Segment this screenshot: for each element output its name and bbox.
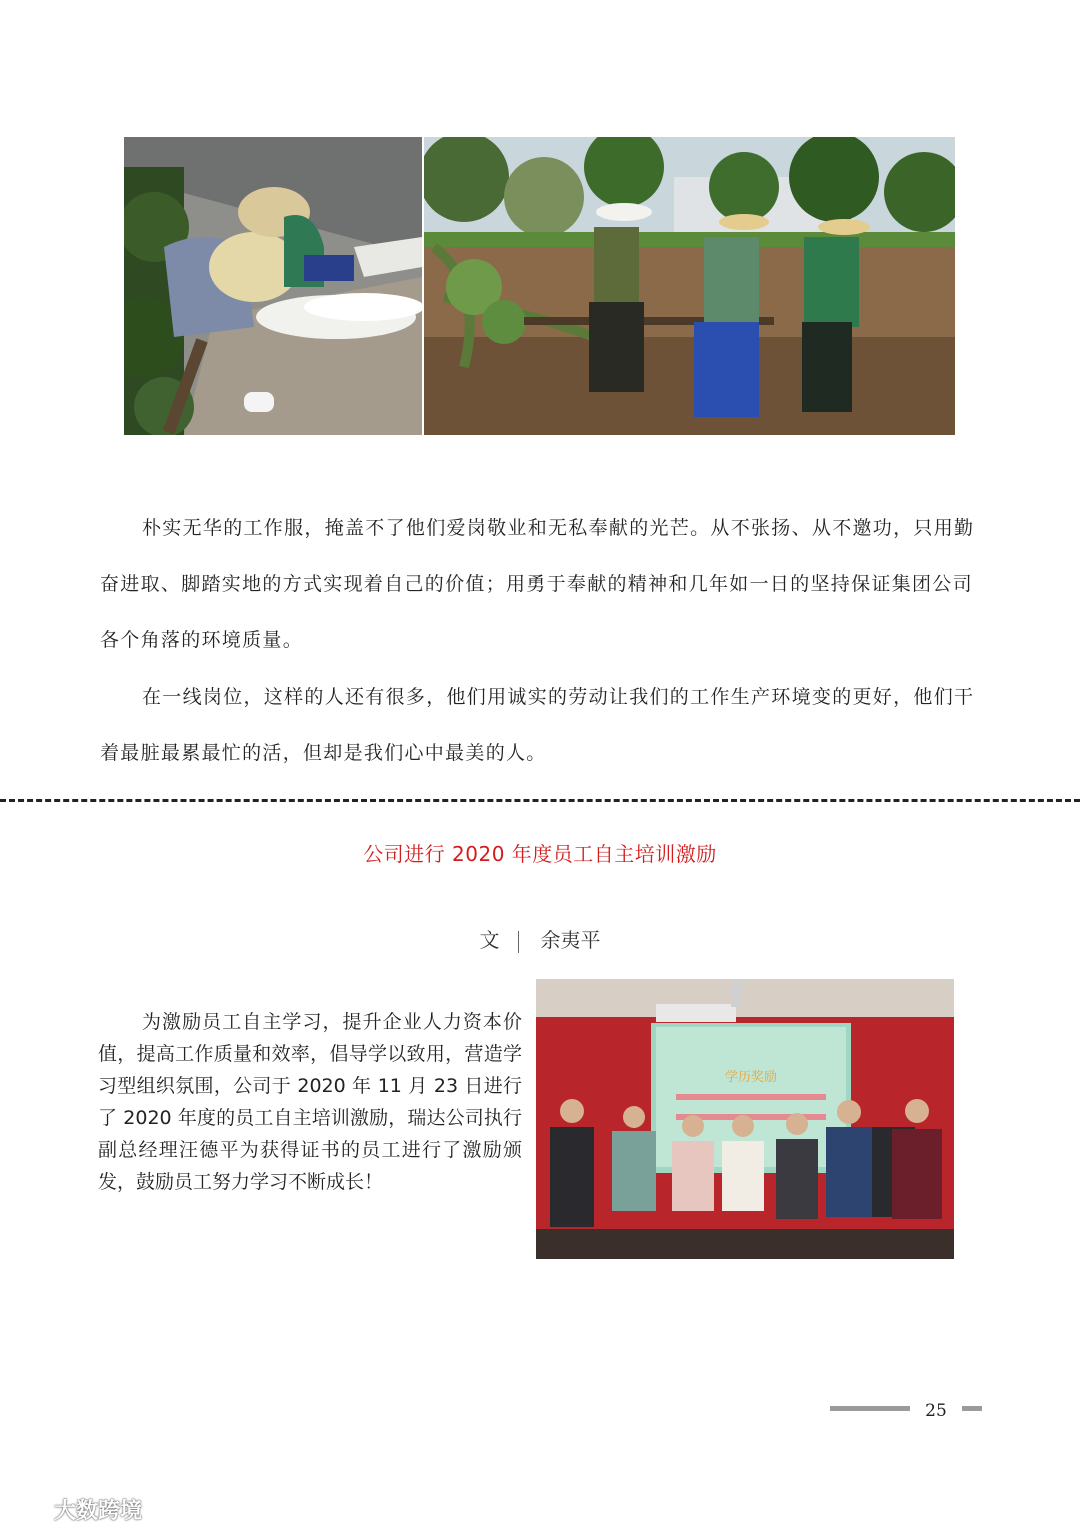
footer-bar-right xyxy=(962,1406,982,1411)
photo-award-ceremony xyxy=(536,979,954,1259)
byline-label: 文 xyxy=(479,928,500,952)
watermark-logo-icon xyxy=(6,1493,50,1525)
watermark-text: 大数跨境 xyxy=(54,1498,143,1524)
award-banner-text: 学历奖励 xyxy=(724,1070,778,1085)
paragraph-workers-praise: 朴实无华的工作服，掩盖不了他们爱岗敬业和无私奉献的光芒。从不张扬、从不邀功，只用勤奋进取、脚踏实地的方式实现着自己的价值；用勇于奉献的精神和几年如一日的坚持保证集团公司各个角落的环境质量。 xyxy=(100,517,975,651)
article-title: 公司进行 2020 年度员工自主培训激励 xyxy=(363,842,717,866)
footer-bar-left xyxy=(830,1406,910,1411)
dashed-divider xyxy=(0,799,1080,802)
paragraph-frontline-workers: 在一线岗位，这样的人还有很多，他们用诚实的劳动让我们的工作生产环境变的更好，他们干着最脏最累最忙的活，但却是我们心中最美的人。 xyxy=(100,686,975,764)
byline-separator xyxy=(518,931,519,953)
photo-workers-carrying-branches xyxy=(424,137,955,435)
watermark xyxy=(6,1494,142,1524)
photo-workers-laying-stones xyxy=(124,137,422,435)
article-body: 为激励员工自主学习，提升企业人力资本价值，提高工作质量和效率，倡导学以致用，营造学习型组织氛围，公司于 2020 年 11 月 23 日进行了 2020 年度的员工自主培训激励，瑞达公司执行副总经理汪德平为获得证书的员工进行了激励颁发，鼓励员工努力学习不断成长！ xyxy=(98,1011,522,1193)
byline-author: 余夷平 xyxy=(540,928,601,952)
byline xyxy=(0,924,1080,953)
page-number: 25 xyxy=(925,1401,947,1421)
